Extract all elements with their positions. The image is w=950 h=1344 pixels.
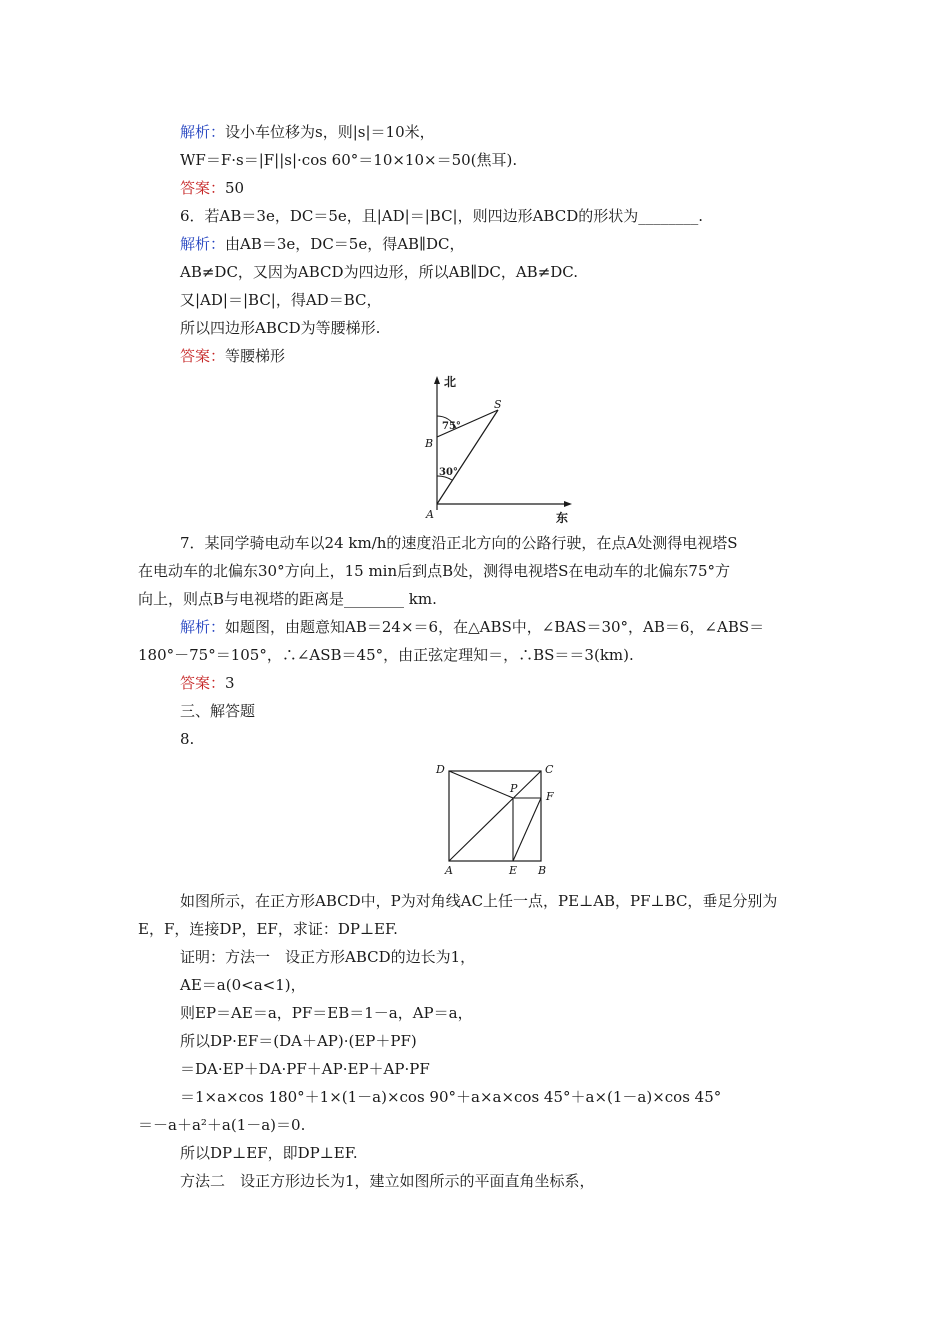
q8-proof-line-4: 所以DP·EF＝(DA＋AP)·(EP＋PF) (180, 1032, 417, 1050)
analysis-label: 解析： (180, 235, 226, 253)
point-B-label: B (538, 864, 547, 877)
q7-analysis-line-2: 180°－75°＝105°，∴∠ASB＝45°，由正弦定理知＝，∴BS＝＝3(km). (138, 646, 634, 664)
answer-label: 答案： (180, 674, 226, 692)
east-arrow-head (564, 501, 572, 507)
point-E-label: E (509, 864, 518, 877)
north-label: 北 (444, 375, 457, 389)
q8-proof-line-5: ＝DA·EP＋DA·PF＋AP·EP＋AP·PF (180, 1060, 430, 1078)
point-P-label: P (510, 782, 518, 795)
segment-DP (449, 771, 513, 798)
analysis-label: 解析： (180, 618, 226, 636)
q8-number: 8. (180, 730, 195, 748)
point-C-label: C (545, 763, 554, 776)
east-label: 东 (556, 511, 569, 525)
diagonal-AC (449, 771, 541, 861)
angle-30-label: 30° (439, 467, 458, 478)
q7-question-line-3: 向上，则点B与电视塔的距离是________ km. (138, 590, 437, 608)
q6-analysis-line-1: 解析：由AB＝3e，DC＝5e，得AB∥DC， (180, 235, 465, 253)
point-B-label: B (425, 437, 434, 450)
q8-proof-line-3: 则EP＝AE＝a，PF＝EB＝1－a，AP＝a， (180, 1004, 473, 1022)
q8-proof-line-8: 所以DP⊥EF，即DP⊥EF. (180, 1144, 358, 1162)
q7-question-line-2: 在电动车的北偏东30°方向上，15 min后到点B处，测得电视塔S在电动车的北偏东75°方 (138, 562, 731, 580)
q6-answer: 答案：等腰梯形 (180, 347, 286, 365)
q6-analysis-line-2: AB≠DC，又因为ABCD为四边形，所以AB∥DC，AB≠DC. (180, 263, 579, 281)
point-D-label: D (436, 763, 445, 776)
angle-75-label: 75° (442, 421, 461, 432)
answer-label: 答案： (180, 347, 226, 365)
point-A-label: A (426, 508, 434, 521)
point-A-label: A (445, 864, 453, 877)
q6-question: 6．若AB＝3e，DC＝5e，且|AD|＝|BC|，则四边形ABCD的形状为________. (180, 207, 704, 225)
north-arrow-head (434, 376, 440, 384)
q5-analysis-line-1: 解析：设小车位移为s，则|s|＝10米， (180, 123, 435, 141)
q6-analysis-line-4: 所以四边形ABCD为等腰梯形. (180, 319, 381, 337)
point-S-label: S (494, 398, 502, 411)
q7-analysis-line-1: 解析：如题图，由题意知AB＝24×＝6，在△ABS中，∠BAS＝30°，AB＝6，∠ABS＝ (180, 618, 765, 636)
analysis-label: 解析： (180, 123, 226, 141)
q5-analysis-line-2: WF＝F·s＝|F||s|·cos 60°＝10×10×＝50(焦耳). (180, 151, 518, 169)
q7-question-line-1: 7．某同学骑电动车以24 km/h的速度沿正北方向的公路行驶，在点A处测得电视塔S (180, 534, 738, 552)
q8-proof-line-7: ＝－a＋a²＋a(1－a)＝0. (138, 1116, 306, 1134)
q8-statement-line-2: E，F，连接DP，EF，求证：DP⊥EF. (138, 920, 398, 938)
answer-label: 答案： (180, 179, 226, 197)
q7-answer: 答案：3 (180, 674, 235, 692)
q8-statement-line-1: 如图所示，在正方形ABCD中，P为对角线AC上任一点，PE⊥AB，PF⊥BC，垂足分别为 (180, 892, 778, 910)
section-title: 三、解答题 (180, 702, 256, 720)
square-diagram (432, 758, 562, 878)
point-F-label: F (546, 790, 554, 803)
q5-answer: 答案：50 (180, 179, 245, 197)
q8-proof-line-6: ＝1×a×cos 180°＋1×(1－a)×cos 90°＋a×a×cos 45°＋a×(1－a)×cos 45° (180, 1088, 722, 1106)
q8-proof-line-2: AE＝a(0<a<1)， (180, 976, 306, 994)
q6-analysis-line-3: 又|AD|＝|BC|，得AD＝BC， (180, 291, 382, 309)
q8-proof-line-1: 证明：方法一 设正方形ABCD的边长为1， (180, 948, 476, 966)
segment-EF (513, 798, 541, 861)
q8-method2-line: 方法二 设正方形边长为1，建立如图所示的平面直角坐标系， (180, 1172, 595, 1190)
bearing-diagram (420, 372, 580, 528)
